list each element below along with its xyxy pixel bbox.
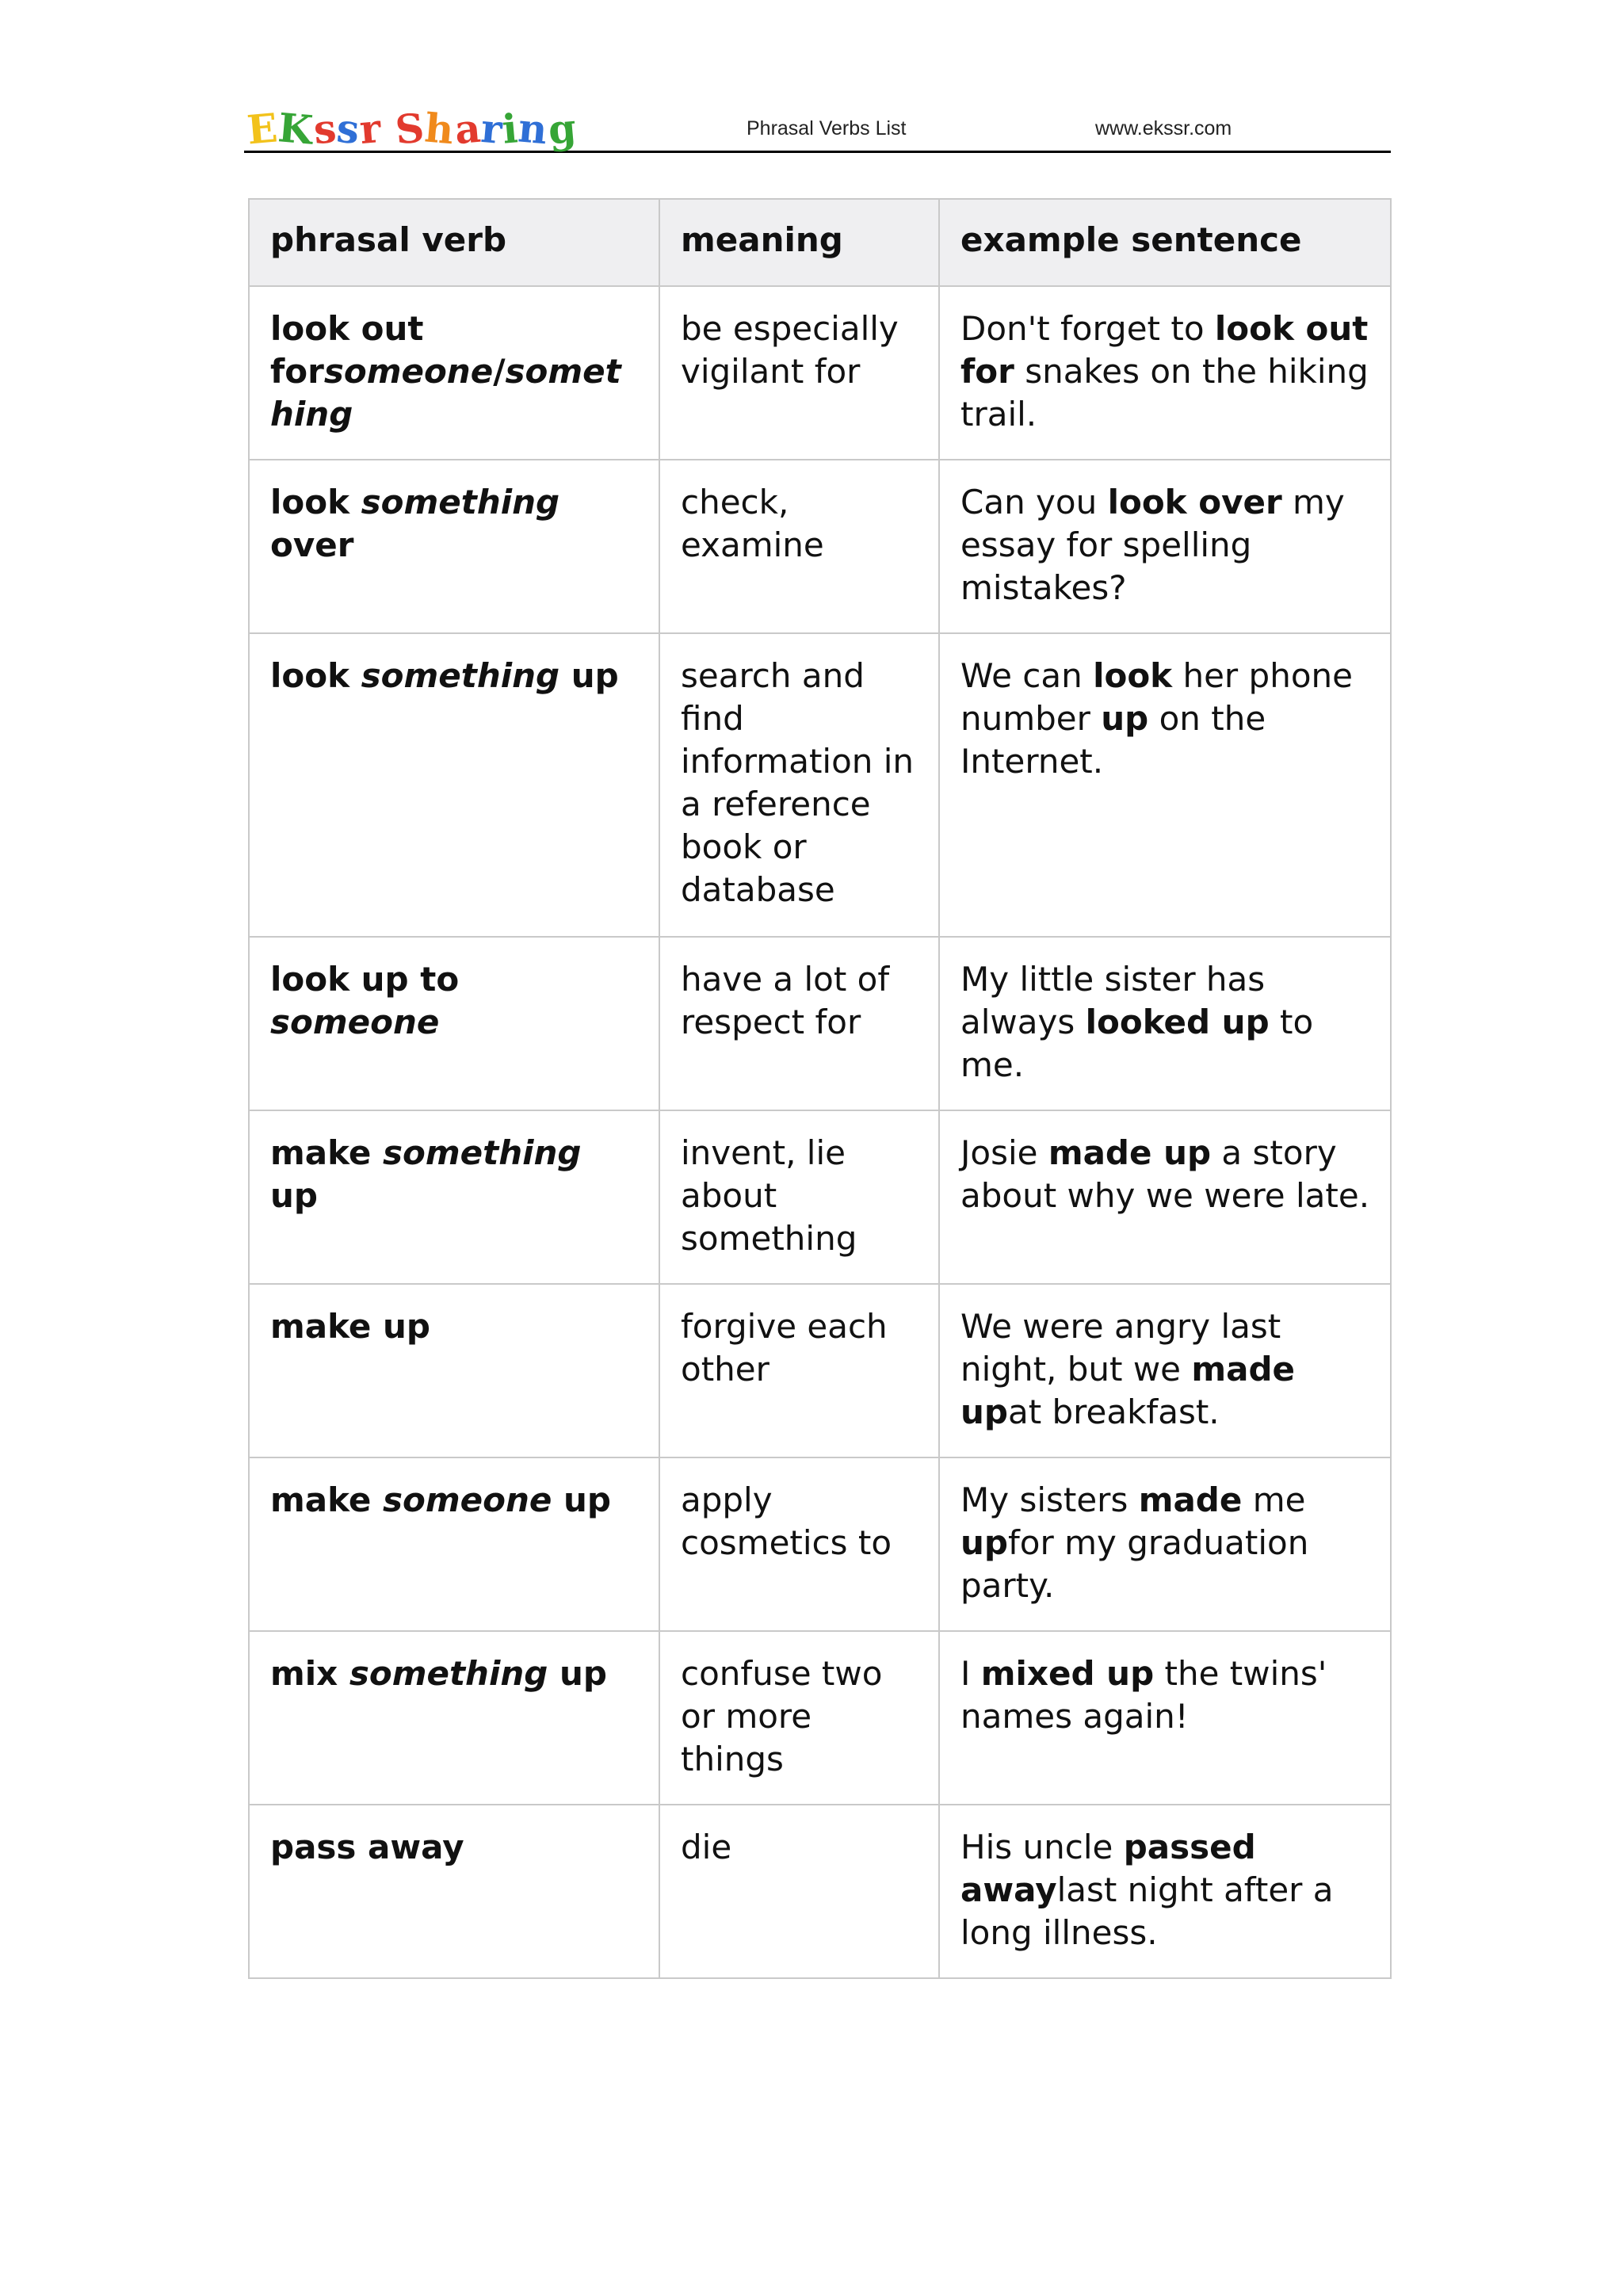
logo-letter: S [393, 104, 427, 154]
text-run: Don't forget to [960, 309, 1215, 348]
text-run: Can you [960, 483, 1108, 521]
phrasal-verb-cell [249, 1805, 659, 1978]
bold-phrase: passed away [960, 1828, 1256, 1909]
text-run: Josie [960, 1133, 1048, 1172]
text-run: mix [270, 1654, 349, 1693]
logo-letter: K [276, 104, 316, 154]
bold-phrase: mixed up [980, 1654, 1155, 1693]
example-sentence-cell [939, 1110, 1391, 1284]
phrasal-verbs-table [248, 198, 1392, 1979]
table-row [249, 286, 1391, 460]
meaning-cell: invent, lie about something [659, 1110, 939, 1284]
italic-placeholder: something [349, 1654, 548, 1693]
logo-letter: E [245, 104, 281, 154]
phrasal-verb-cell [249, 460, 659, 633]
text-run: my essay for spelling mistakes? [960, 483, 1345, 607]
text-run: over [270, 525, 354, 564]
phrasal-verb-cell [249, 633, 659, 937]
text-run: last night after a long illness. [960, 1870, 1334, 1952]
text-run: look up to [270, 960, 460, 999]
text-run: snakes on the hiking trail. [960, 352, 1369, 434]
bold-phrase: up [1101, 699, 1149, 738]
column-header-phrasal-verb: phrasal verb [249, 199, 659, 286]
table-row [249, 1631, 1391, 1805]
text-run: We were angry last night, but we [960, 1307, 1281, 1389]
ekssr-sharing-logo [245, 101, 579, 154]
table-row [249, 1805, 1391, 1978]
table-row [249, 937, 1391, 1110]
italic-placeholder: someone [383, 1480, 552, 1519]
example-sentence-cell [939, 1805, 1391, 1978]
bold-phrase: made up [960, 1350, 1296, 1431]
text-run: look [270, 483, 361, 521]
text-run: My sisters [960, 1480, 1139, 1519]
table-row [249, 1284, 1391, 1457]
example-sentence-cell [939, 1284, 1391, 1457]
header-title: Phrasal Verbs List [747, 117, 907, 139]
text-run: make up [270, 1307, 430, 1346]
page-header [244, 101, 1391, 153]
logo-letter: n [517, 104, 551, 154]
italic-placeholder: something [361, 656, 560, 695]
column-header-meaning: meaning [659, 199, 939, 286]
text-run: to me. [960, 1003, 1314, 1084]
italic-placeholder: something [383, 1133, 582, 1172]
text-run: her phone number [960, 656, 1353, 738]
bold-phrase: up [960, 1523, 1008, 1562]
table-row [249, 633, 1391, 937]
text-run: up [559, 656, 619, 695]
text-run: a story about why we were late. [960, 1133, 1370, 1215]
phrasal-verb-cell [249, 286, 659, 460]
example-sentence-cell [939, 460, 1391, 633]
column-header-example-sentence: example sentence [939, 199, 1391, 286]
logo-letter: r [479, 104, 506, 154]
table-row [249, 1110, 1391, 1284]
text-run: / [493, 352, 506, 391]
text-run: pass away [270, 1828, 464, 1866]
bold-phrase: look over [1107, 483, 1282, 521]
text-run: up [270, 1176, 318, 1215]
bold-phrase: looked up [1085, 1003, 1270, 1041]
meaning-cell: check, examine [659, 460, 939, 633]
text-run: for my graduation party. [960, 1523, 1309, 1605]
phrasal-verb-cell [249, 1110, 659, 1284]
logo-letter: s [311, 104, 339, 154]
text-run: I [960, 1654, 981, 1693]
bold-phrase: made up [1048, 1133, 1212, 1172]
table-row [249, 1457, 1391, 1631]
bold-phrase: look [1093, 656, 1173, 695]
logo-letter: r [357, 104, 384, 154]
text-run: the twins' names again! [960, 1654, 1327, 1736]
logo-letter: g [546, 104, 579, 154]
example-sentence-cell [939, 286, 1391, 460]
phrasal-verb-cell [249, 937, 659, 1110]
text-run: on the Internet. [960, 699, 1266, 781]
phrasal-verb-cell [249, 1457, 659, 1631]
phrasal-verb-cell [249, 1284, 659, 1457]
logo-letter: s [334, 104, 362, 154]
italic-placeholder: something [361, 483, 560, 521]
example-sentence-cell [939, 937, 1391, 1110]
text-run: My little sister has always [960, 960, 1266, 1041]
phrasal-verb-cell [249, 1631, 659, 1805]
text-run: up [552, 1480, 611, 1519]
table-header-row [249, 199, 1391, 286]
text-run: look out for [270, 309, 424, 391]
table-row [249, 460, 1391, 633]
text-run: me [1242, 1480, 1306, 1519]
logo-letter: i [500, 105, 521, 153]
meaning-cell: forgive each other [659, 1284, 939, 1457]
meaning-cell: die [659, 1805, 939, 1978]
text-run: up [548, 1654, 607, 1693]
text-run: make [270, 1480, 384, 1519]
bold-phrase: made [1138, 1480, 1243, 1519]
italic-placeholder: someone [270, 1003, 440, 1041]
bold-phrase: look out for [960, 309, 1369, 391]
text-run: look [270, 656, 361, 695]
text-run: make [270, 1133, 384, 1172]
example-sentence-cell [939, 1631, 1391, 1805]
text-run: at breakfast. [1007, 1392, 1220, 1431]
logo-letter: h [422, 104, 457, 154]
meaning-cell: confuse two or more things [659, 1631, 939, 1805]
meaning-cell: apply cosmetics to [659, 1457, 939, 1631]
text-run: We can [960, 656, 1094, 695]
table-body [249, 286, 1391, 1978]
logo-letter: a [453, 104, 483, 154]
meaning-cell: search and find information in a reference book or database [659, 633, 939, 937]
example-sentence-cell [939, 633, 1391, 937]
italic-placeholder: someone [323, 352, 494, 391]
text-run: His uncle [960, 1828, 1124, 1866]
header-url: www.ekssr.com [1095, 117, 1232, 139]
italic-placeholder: something [270, 352, 621, 434]
meaning-cell: have a lot of respect for [659, 937, 939, 1110]
example-sentence-cell [939, 1457, 1391, 1631]
meaning-cell: be especially vigilant for [659, 286, 939, 460]
